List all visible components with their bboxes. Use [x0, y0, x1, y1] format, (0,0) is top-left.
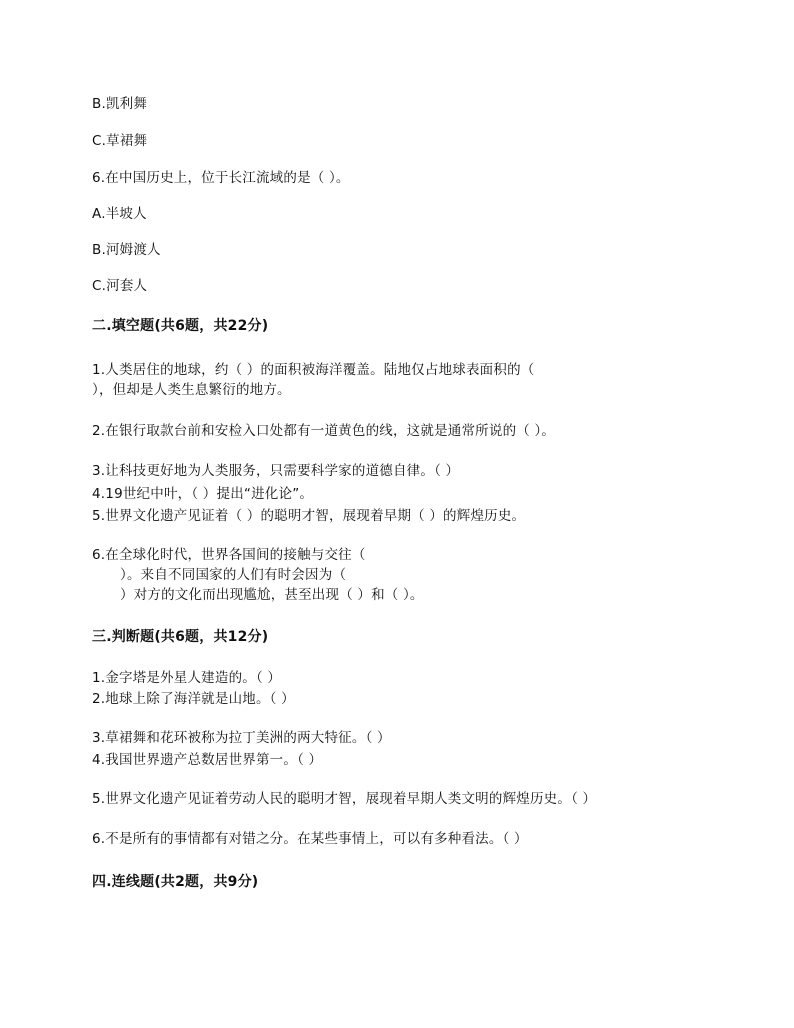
judge-question-3: 3.草裙舞和花环被称为拉丁美洲的两大特征。（ ） — [92, 730, 391, 746]
fill-question-5: 5.世界文化遗产见证着（ ）的聪明才智，展现着早期（ ）的辉煌历史。 — [92, 508, 526, 524]
fill-question-6-line-2: ）。来自不同国家的人们有时会因为（ — [120, 567, 347, 583]
option-5b: B.凯利舞 — [92, 96, 148, 112]
section-heading-fill-blank: 二.填空题(共6题，共22分) — [92, 318, 269, 334]
fill-question-2: 2.在银行取款台前和安检入口处都有一道黄色的线，这就是通常所说的（ ）。 — [92, 423, 556, 439]
question-6: 6.在中国历史上，位于长江流域的是（ ）。 — [92, 170, 350, 186]
judge-question-1: 1.金字塔是外星人建造的。（ ） — [92, 670, 282, 686]
fill-question-3: 3.让科技更好地为人类服务，只需要科学家的道德自律。（ ） — [92, 463, 460, 479]
option-5c: C.草裙舞 — [92, 133, 148, 149]
fill-question-4: 4.19世纪中叶，（ ）提出“进化论”。 — [92, 486, 314, 502]
judge-question-4: 4.我国世界遗产总数居世界第一。（ ） — [92, 752, 323, 768]
fill-question-1-line-1: 1.人类居住的地球，约（ ）的面积被海洋覆盖。陆地仅占地球表面积的（ — [92, 362, 535, 378]
judge-question-6: 6.不是所有的事情都有对错之分。在某些事情上，可以有多种看法。（ ） — [92, 831, 528, 847]
fill-question-6-line-1: 6.在全球化时代，世界各国间的接触与交往（ — [92, 547, 366, 563]
option-6c: C.河套人 — [92, 278, 148, 294]
judge-question-2: 2.地球上除了海洋就是山地。（ ） — [92, 691, 295, 707]
judge-question-5: 5.世界文化遗产见证着劳动人民的聪明才智，展现着早期人类文明的辉煌历史。（ ） — [92, 791, 597, 807]
fill-question-1-line-2: ），但却是人类生息繁衍的地方。 — [92, 382, 291, 398]
option-6b: B.河姆渡人 — [92, 242, 161, 258]
section-heading-matching: 四.连线题(共2题，共9分) — [92, 874, 259, 890]
option-6a: A.半坡人 — [92, 206, 147, 222]
fill-question-6-line-3: ）对方的文化而出现尴尬，甚至出现（ ）和（ ）。 — [120, 587, 424, 603]
section-heading-judgement: 三.判断题(共6题，共12分) — [92, 629, 269, 645]
